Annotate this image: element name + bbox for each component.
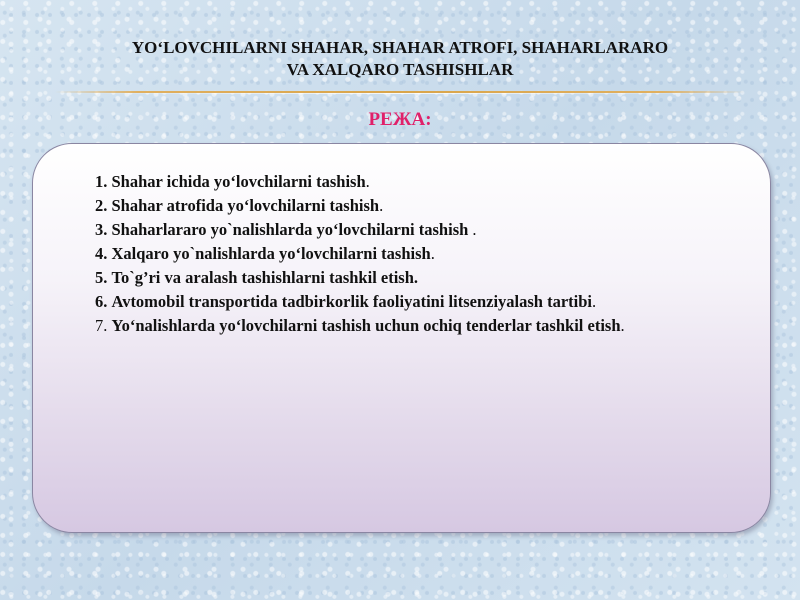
item-number: 7. — [95, 316, 108, 335]
item-trail: . — [620, 316, 625, 335]
agenda-list — [95, 170, 755, 338]
item-text: Shahar ichida yo‘lovchilarni tashish — [111, 172, 366, 191]
agenda-item-6 — [95, 290, 755, 314]
item-trail: . — [468, 220, 477, 239]
item-number: 1. — [95, 172, 108, 191]
item-text: Xalqaro yo`nalishlarda yo‘lovchilarni tashish — [111, 244, 431, 263]
agenda-box — [32, 143, 771, 533]
slide-title — [40, 37, 760, 81]
item-number: 3. — [95, 220, 108, 239]
item-text: Shahar atrofida yo‘lovchilarni tashish — [111, 196, 380, 215]
title-divider-highlight — [55, 93, 745, 94]
title-line-2: VA XALQARO TASHISHLAR — [286, 60, 514, 79]
item-text: To`g’ri va aralash tashishlarni tashkil etish. — [111, 268, 419, 287]
agenda-item-3 — [95, 218, 755, 242]
item-number: 6. — [95, 292, 108, 311]
title-line-1: YO‘LOVCHILARNI SHAHAR, SHAHAR ATROFI, SHAHARLARARO — [131, 38, 669, 57]
item-text: Shaharlararo yo`nalishlarda yo‘lovchilarni tashish — [111, 220, 469, 239]
agenda-item-2 — [95, 194, 755, 218]
item-trail: . — [379, 196, 384, 215]
agenda-item-5 — [95, 266, 755, 290]
agenda-item-7 — [95, 314, 755, 338]
item-trail: . — [592, 292, 597, 311]
item-text: Yo‘nalishlarda yo‘lovchilarni tashish uchun ochiq tenderlar tashkil etish — [111, 316, 621, 335]
agenda-item-1 — [95, 170, 755, 194]
plan-heading: РЕЖА: — [368, 109, 432, 130]
item-number: 4. — [95, 244, 108, 263]
item-number: 5. — [95, 268, 108, 287]
item-trail: . — [430, 244, 435, 263]
item-text: Avtomobil transportida tadbirkorlik faoliyatini litsenziyalash tartibi — [111, 292, 593, 311]
item-trail: . — [365, 172, 370, 191]
agenda-item-4 — [95, 242, 755, 266]
item-number: 2. — [95, 196, 108, 215]
